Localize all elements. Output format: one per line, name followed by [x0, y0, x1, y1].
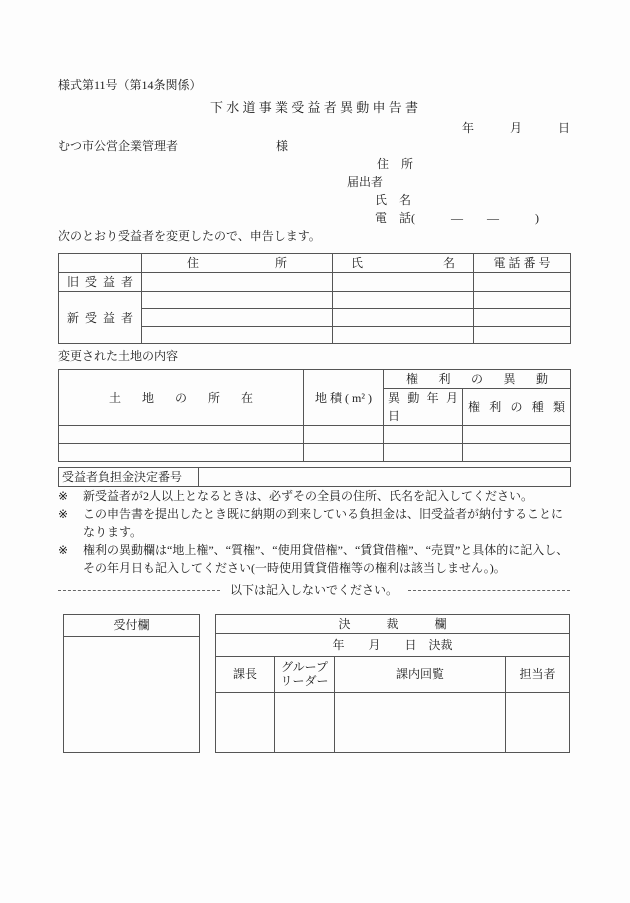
note-text: 新受益者が2人以上となるときは、必ずその全員の住所、氏名を記入してください。 — [83, 489, 534, 503]
staff-stamp-cell — [505, 692, 569, 752]
col-header-name: 氏 名 — [333, 254, 474, 273]
beneficiary-table — [58, 253, 571, 344]
note-text: 権利の異動欄は“地上権”、“質権”、“使用貸借権”、“賃貸借権”、“売買”と具体的に記入し、その年月日も記入してください(一時使用賃貸借権等の権利は該当しません。)。 — [83, 543, 569, 575]
declarant-address-label: 住 所 — [377, 157, 414, 171]
land-table — [58, 369, 571, 462]
section-chief-stamp-cell — [215, 692, 274, 752]
col-header-land-location: 土 地 の 所 在 — [59, 370, 304, 426]
notes-section — [58, 487, 570, 577]
land-area-cell-1 — [304, 426, 384, 444]
group-leader-stamp-cell — [274, 692, 334, 752]
row-label-new-beneficiary: 新 受 益 者 — [59, 292, 142, 344]
note-item — [58, 541, 570, 577]
new-phone-cell-3 — [474, 327, 571, 344]
col-header-land-area: 地 積 ( m² ) — [304, 370, 384, 426]
new-name-cell-2 — [333, 309, 474, 327]
old-name-cell — [333, 273, 474, 292]
office-use-section — [63, 614, 570, 753]
approval-date-line: 年 月 日 決裁 — [215, 634, 569, 656]
col-header-change-date: 異 動 年 月 日 — [384, 389, 463, 426]
new-address-cell-1 — [142, 292, 333, 309]
col-header-staff: 担当者 — [505, 656, 569, 692]
corner-cell — [59, 254, 142, 273]
addressee-line — [58, 137, 570, 155]
approval-title: 決 裁 欄 — [215, 615, 569, 634]
reception-label: 受付欄 — [64, 615, 199, 637]
date-line: 年 月 日 — [461, 121, 570, 135]
declarant-phone-label: 電 話( ― ― ) — [375, 211, 539, 225]
land-location-cell-2 — [59, 444, 304, 462]
note-marker: ※ — [58, 543, 69, 557]
col-header-circulation: 課内回覧 — [334, 656, 505, 692]
new-name-cell-1 — [333, 292, 474, 309]
land-area-cell-2 — [304, 444, 384, 462]
new-phone-cell-1 — [474, 292, 571, 309]
right-type-cell-1 — [463, 426, 571, 444]
intro-sentence: 次のとおり受益者を変更したので、申告します。 — [58, 229, 321, 243]
divider-dash-left — [58, 590, 220, 591]
declarant-name-label: 氏 名 — [375, 193, 412, 207]
reception-box — [63, 614, 200, 753]
change-date-cell-1 — [384, 426, 463, 444]
note-marker: ※ — [58, 507, 69, 521]
col-header-rights-group: 権 利 の 異 動 — [384, 370, 571, 389]
col-header-phone: 電 話 番 号 — [474, 254, 571, 273]
old-address-cell — [142, 273, 333, 292]
decision-number-label: 受益者負担金決定番号 — [59, 468, 199, 487]
col-header-group-leader: グループリーダー — [274, 656, 334, 692]
decision-number-cell — [199, 468, 571, 487]
form-number: 様式第11号（第14条関係） — [58, 78, 202, 92]
page-title: 下 水 道 事 業 受 益 者 異 動 申 告 書 — [209, 100, 418, 115]
do-not-fill-divider — [58, 583, 570, 597]
decision-number-bar — [58, 467, 571, 487]
honorific: 様 — [276, 139, 289, 153]
land-location-cell-1 — [59, 426, 304, 444]
divider-dash-right — [408, 590, 570, 591]
new-address-cell-2 — [142, 309, 333, 327]
col-header-section-chief: 課長 — [215, 656, 274, 692]
approval-table — [215, 614, 570, 753]
new-name-cell-3 — [333, 327, 474, 344]
col-header-right-type: 権 利 の 種 類 — [463, 389, 571, 426]
col-header-address: 住 所 — [142, 254, 333, 273]
note-marker: ※ — [58, 489, 69, 503]
circulation-stamp-cell — [334, 692, 505, 752]
note-text: この申告書を提出したとき既に納期の到来している負担金は、旧受益者が納付することになります。 — [83, 507, 564, 539]
land-section-caption: 変更された土地の内容 — [58, 349, 179, 363]
change-date-cell-2 — [384, 444, 463, 462]
old-phone-cell — [474, 273, 571, 292]
row-label-old-beneficiary: 旧 受 益 者 — [59, 273, 142, 292]
right-type-cell-2 — [463, 444, 571, 462]
note-item — [58, 487, 570, 505]
new-address-cell-3 — [142, 327, 333, 344]
note-item — [58, 505, 570, 541]
declarant-label: 届出者 — [347, 175, 384, 189]
divider-text: 以下は記入しないでください。 — [230, 583, 399, 597]
addressee: むつ市公営企業管理者 — [58, 139, 179, 153]
new-phone-cell-2 — [474, 309, 571, 327]
